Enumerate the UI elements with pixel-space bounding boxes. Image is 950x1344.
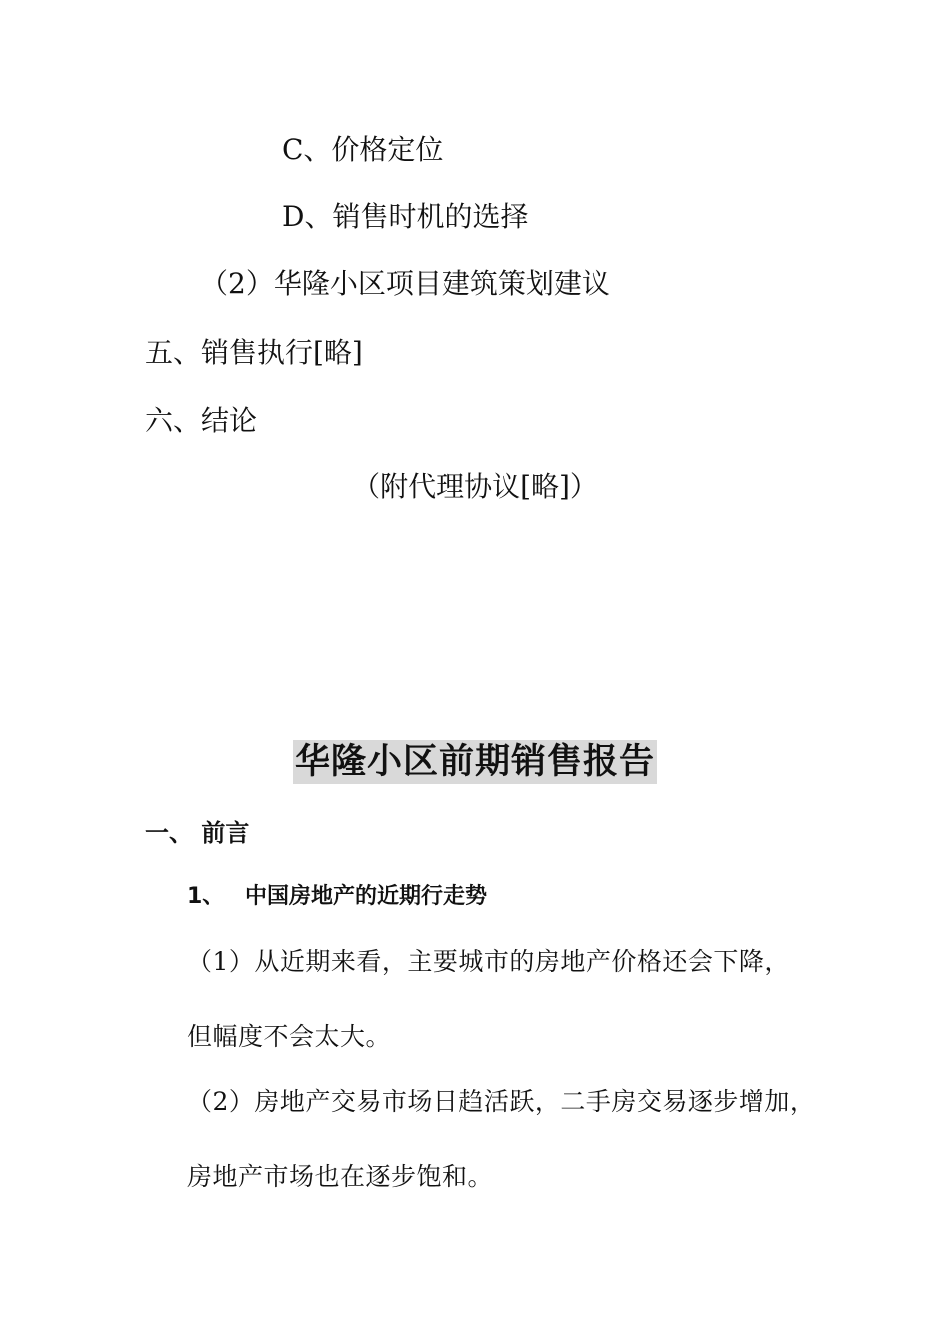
subsection-number: 1、	[187, 884, 225, 909]
toc-appendix: （附代理协议[略]）	[352, 470, 598, 503]
toc-item-price-positioning: C、价格定位	[282, 133, 444, 166]
toc-item-architecture-proposal: （2）华隆小区项目建筑策划建议	[200, 267, 610, 300]
toc-item-conclusion: 六、结论	[145, 404, 258, 437]
paragraph-1-line-1: （1）从近期来看，主要城市的房地产价格还会下降，	[187, 947, 790, 976]
paragraph-2-line-2: 房地产市场也在逐步饱和。	[187, 1162, 494, 1191]
subsection-heading	[187, 882, 487, 912]
report-title: 华隆小区前期销售报告	[294, 742, 655, 782]
toc-item-sales-execution: 五、销售执行[略]	[145, 336, 363, 369]
toc-item-sales-timing: D、销售时机的选择	[282, 200, 529, 233]
report-title-block	[0, 740, 950, 784]
subsection-title: 中国房地产的近期行走势	[245, 884, 488, 909]
paragraph-2-line-1: （2）房地产交易市场日趋活跃，二手房交易逐步增加，	[187, 1087, 816, 1116]
paragraph-1-line-2: 但幅度不会太大。	[187, 1022, 392, 1051]
section-heading-preface: 一、 前言	[145, 819, 250, 847]
